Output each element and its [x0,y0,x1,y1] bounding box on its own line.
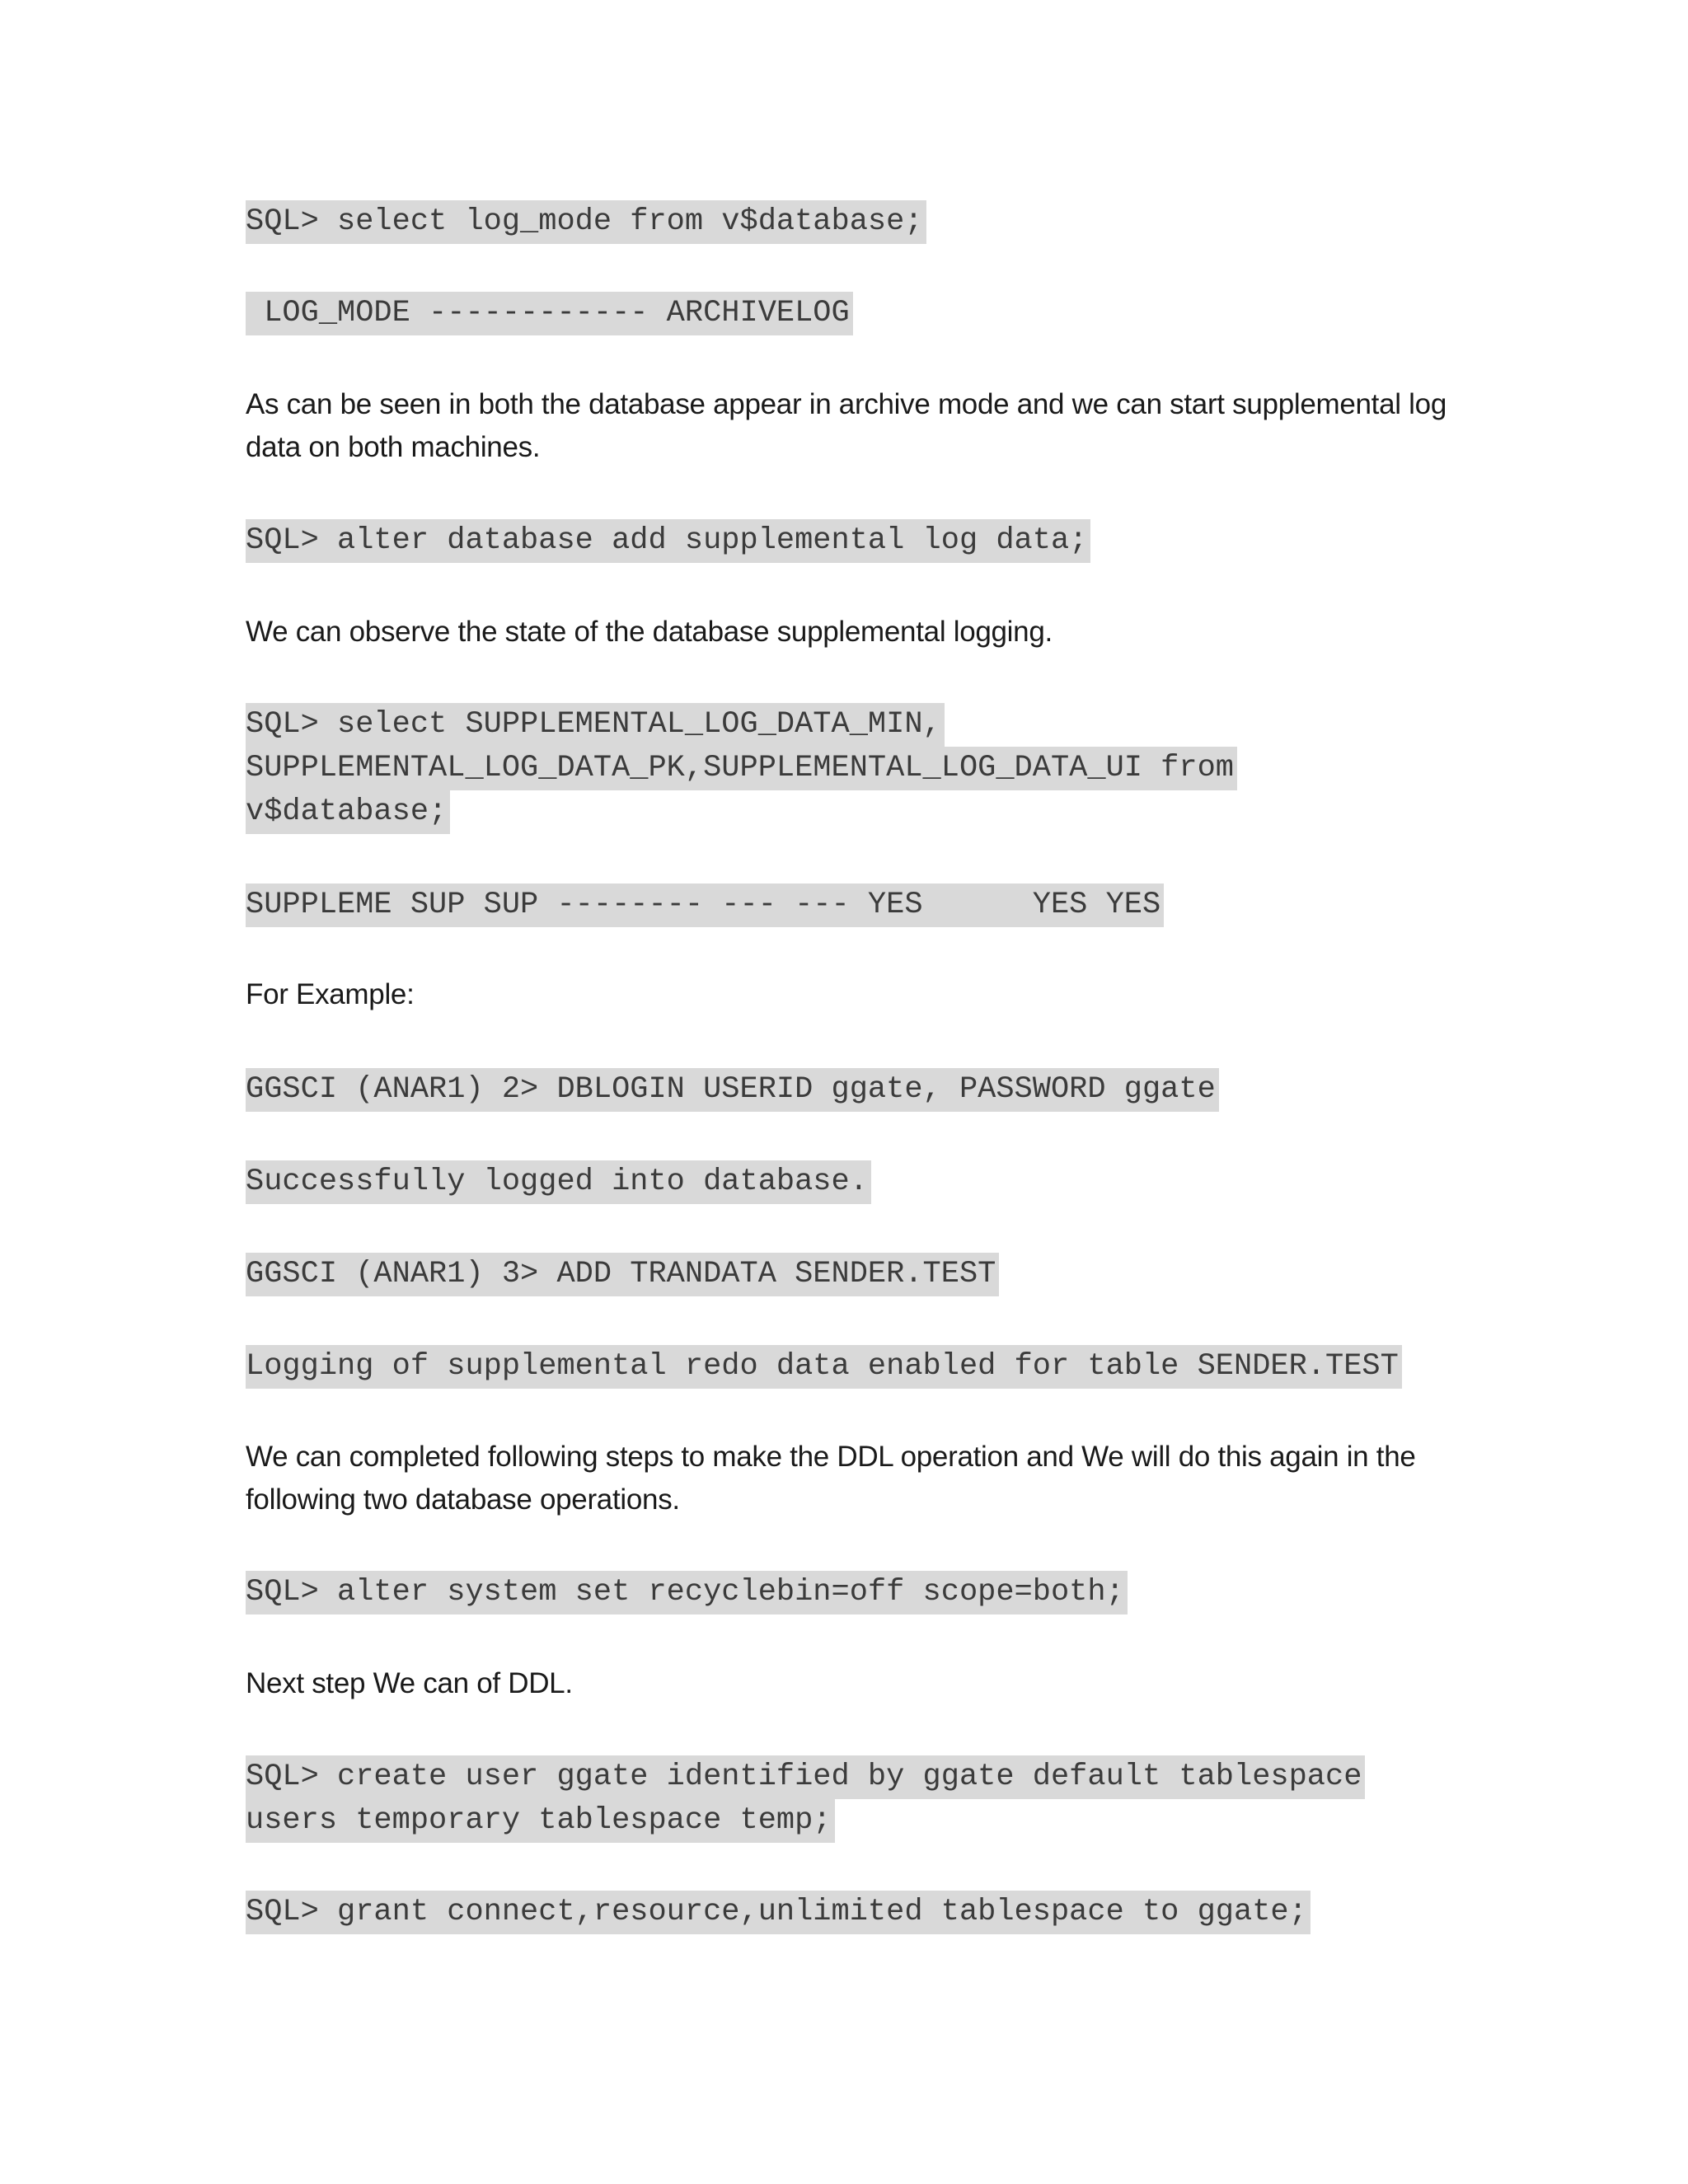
paragraph-for-example: For Example: [246,978,415,1010]
code-line: GGSCI (ANAR1) 2> DBLOGIN USERID ggate, PASSWORD ggate [246,1068,1219,1112]
code-line: v$database; [246,790,450,834]
code-line: SQL> select log_mode from v$database; [246,200,926,244]
code-line: SQL> alter system set recyclebin=off scope=both; [246,1571,1128,1615]
code-line: SQL> create user ggate identified by ggate default tablespace [246,1755,1365,1799]
code-line: Successfully logged into database. [246,1160,871,1204]
code-block-add-trandata [246,1253,999,1296]
code-line: LOG_MODE ------------ ARCHIVELOG [246,292,853,335]
code-line: users temporary tablespace temp; [246,1799,835,1843]
code-line: SQL> alter database add supplemental log data; [246,519,1090,563]
code-line: SQL> select SUPPLEMENTAL_LOG_DATA_MIN, [246,703,945,747]
code-line: SUPPLEMENTAL_LOG_DATA_PK,SUPPLEMENTAL_LOG_DATA_UI from [246,747,1237,790]
code-block-dblogin [246,1068,1219,1112]
code-block-login-success [246,1160,871,1204]
paragraph-observe-state: We can observe the state of the database supplemental logging. [246,616,1053,648]
code-line: Logging of supplemental redo data enabled for table SENDER.TEST [246,1345,1402,1389]
code-block-log-mode-result [246,292,853,335]
code-block-add-supplemental-log [246,519,1090,563]
code-block-supplemental-query [246,703,1237,834]
code-block-grant [246,1891,1311,1934]
code-block-recyclebin [246,1571,1128,1615]
code-line: GGSCI (ANAR1) 3> ADD TRANDATA SENDER.TEST [246,1253,999,1296]
code-block-trandata-result [246,1345,1402,1389]
paragraph-next-step: Next step We can of DDL. [246,1667,573,1699]
paragraph-archive-mode: As can be seen in both the database appear in archive mode and we can start supplemental log data on both machines. [246,388,1447,463]
paragraph-ddl-steps: We can completed following steps to make the DDL operation and We will do this again in the following two database operations. [246,1441,1416,1516]
code-block-log-mode-query [246,200,926,244]
code-line: SUPPLEME SUP SUP -------- --- --- YES YES YES [246,883,1164,927]
code-block-create-user [246,1755,1365,1843]
code-block-supplemental-result [246,883,1164,927]
code-line: SQL> grant connect,resource,unlimited tablespace to ggate; [246,1891,1311,1934]
